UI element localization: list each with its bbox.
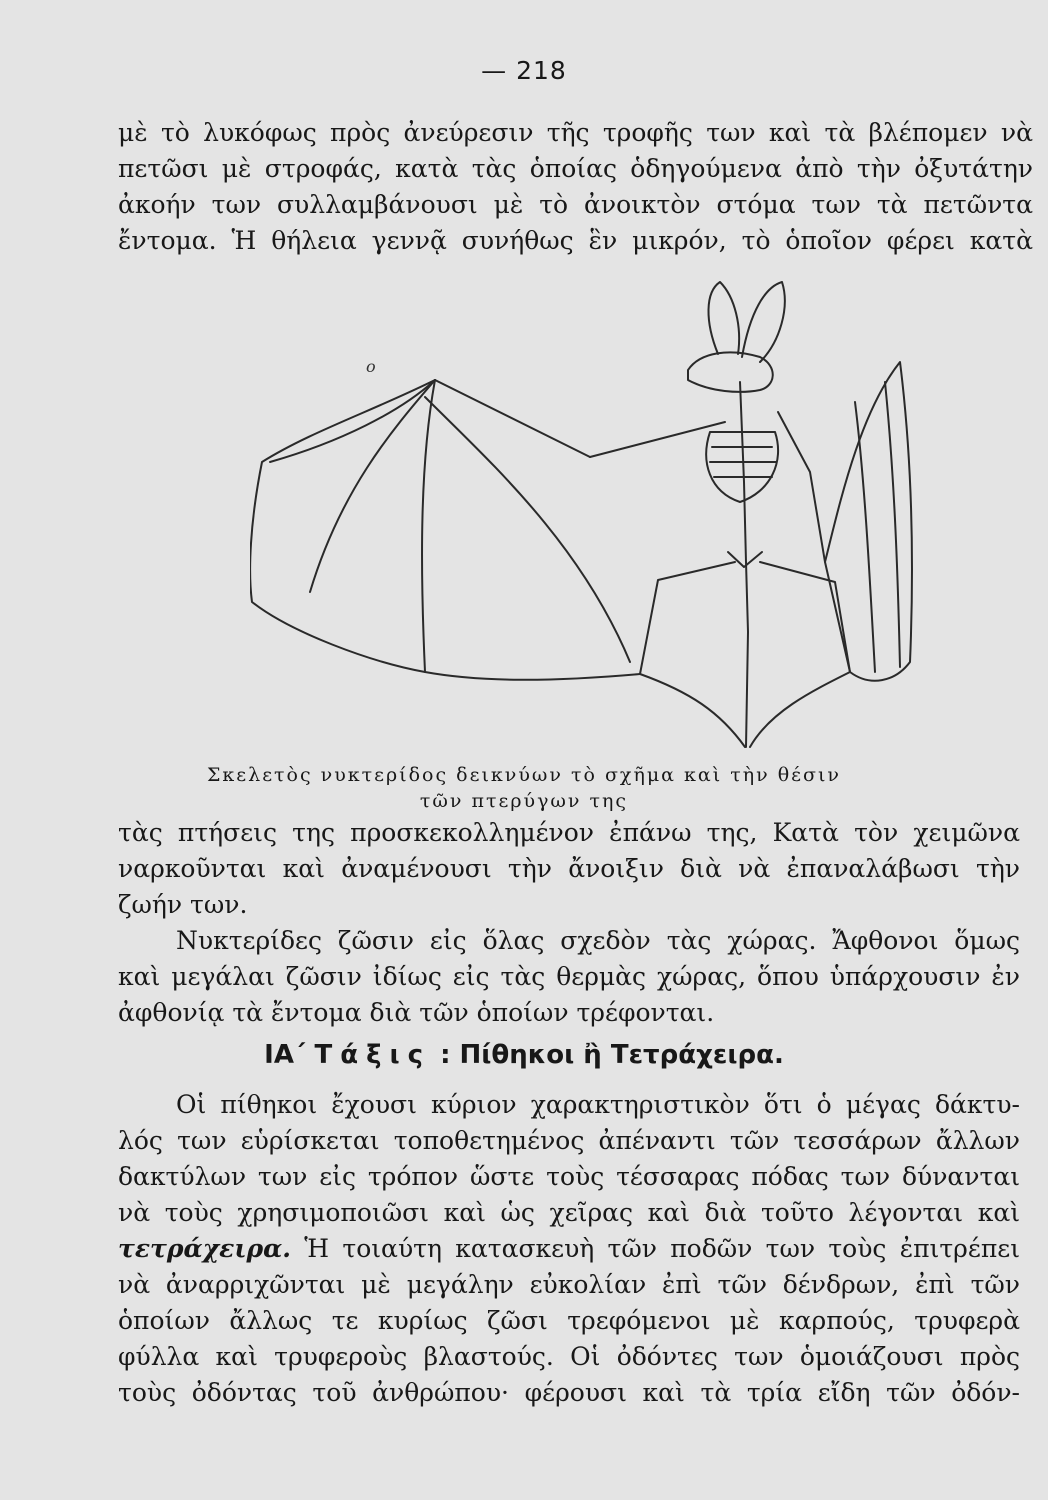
text-line: [118, 1234, 1020, 1264]
left-finger-4: [425, 397, 630, 662]
right-ear: [742, 282, 785, 362]
left-forearm: [435, 380, 590, 457]
left-tail-membrane: [640, 674, 745, 747]
text-line: λός των εὑρίσκεται τοποθετημένος ἀπέναντι τῶν τεσσάρων ἄλλων: [118, 1126, 1020, 1155]
right-tail-membrane: [750, 672, 850, 747]
skull: [688, 352, 773, 392]
text-line: πετῶσι μὲ στροφάς, κατὰ τὰς ὁποίας ὁδηγούμενα ἀπὸ τὴν ὀξυτάτην: [118, 154, 1033, 183]
left-humerus: [590, 422, 725, 457]
text-line: μὲ τὸ λυκόφως πρὸς ἀνεύρεσιν τῆς τροφῆς των καὶ τὰ βλέπομεν νὰ: [118, 118, 1033, 147]
heading-title: : Πίθηκοι ἢ Τετράχειρα.: [440, 1040, 784, 1070]
text-line: Νυκτερίδες ζῶσιν εἰς ὅλας σχεδὸν τὰς χώρας. Ἄφθονοι ὅμως: [176, 926, 1020, 955]
text-line: τοὺς ὀδόντας τοῦ ἀνθρώπου· φέρουσι καὶ τὰ τρία εἴδη τῶν ὀδόν-: [118, 1378, 1020, 1407]
heading-prefix: ΙΑ΄: [264, 1040, 306, 1070]
text-line: φύλλα καὶ τρυφεροὺς βλαστούς. Οἱ ὀδόντες των ὁμοιάζουσι πρὸς: [118, 1342, 1020, 1371]
text-line: Οἱ πίθηκοι ἔχουσι κύριον χαρακτηριστικὸν ὅτι ὁ μέγας δάκτυ-: [176, 1090, 1020, 1119]
text-line: ὁποίων ἄλλως τε κυρίως ζῶσι τρεφόμενοι μὲ καρπούς, τρυφερὰ: [118, 1306, 1020, 1335]
text-line: τὰς πτήσεις της προσκεκολλημένον ἐπάνω της, Κατὰ τὸν χειμῶνα: [118, 818, 1020, 847]
line-rest: Ἡ τοιαύτη κατασκευὴ τῶν ποδῶν των τοὺς ἐπιτρέπει: [291, 1234, 1020, 1263]
text-line: καὶ μεγάλαι ζῶσιν ἰδίως εἰς τὰς θερμὰς χώρας, ὅπου ὑπάρχουσιν ἐν: [118, 962, 1020, 991]
bat-skeleton-figure: [250, 262, 930, 762]
figure-label: o: [366, 357, 376, 376]
left-wing-edge: [250, 380, 640, 680]
page-number: — 218: [481, 56, 567, 85]
right-humerus: [778, 412, 825, 562]
left-finger-2: [310, 380, 435, 592]
section-heading: [0, 1040, 1048, 1070]
caption-line: Σκελετὸς νυκτερίδος δεικνύων τὸ σχῆμα καὶ τὴν θέσιν: [207, 764, 841, 786]
right-wing-fold: [855, 382, 900, 672]
left-finger-3: [422, 380, 435, 672]
text-line: ἀκοήν των συλλαμβάνουσι μὲ τὸ ἀνοικτὸν στόμα των τὰ πετῶντα: [118, 190, 1033, 219]
heading-spaced: Τάξις: [314, 1040, 431, 1070]
emphasized-term: τετράχειρα.: [118, 1234, 292, 1263]
text-line: ἔντομα. Ἡ θήλεια γεννᾷ συνήθως ἓν μικρόν, τὸ ὁποῖον φέρει κατὰ: [118, 226, 1033, 255]
caption-line: τῶν πτερύγων της: [419, 790, 629, 812]
left-ear: [708, 282, 739, 354]
text-line: νὰ ἀναρριχῶνται μὲ μεγάλην εὐκολίαν ἐπὶ τῶν δένδρων, ἐπὶ τῶν: [118, 1270, 1020, 1299]
text-line: δακτύλων των εἰς τρόπον ὥστε τοὺς τέσσαρας πόδας των δύνανται: [118, 1162, 1020, 1191]
text-line: ναρκοῦνται καὶ ἀναμένουσι τὴν ἄνοιξιν διὰ νὰ ἐπαναλάβωσι τὴν: [118, 854, 1020, 883]
bat-skeleton-illustration: [250, 262, 930, 762]
text-line: νὰ τοὺς χρησιμοποιῶσι καὶ ὡς χεῖρας καὶ διὰ τοῦτο λέγονται καὶ: [118, 1198, 1020, 1227]
left-leg: [640, 562, 735, 674]
text-line: ἀφθονίᾳ τὰ ἔντομα διὰ τῶν ὁποίων τρέφονται.: [118, 998, 715, 1027]
text-line: ζωήν των.: [118, 890, 248, 919]
